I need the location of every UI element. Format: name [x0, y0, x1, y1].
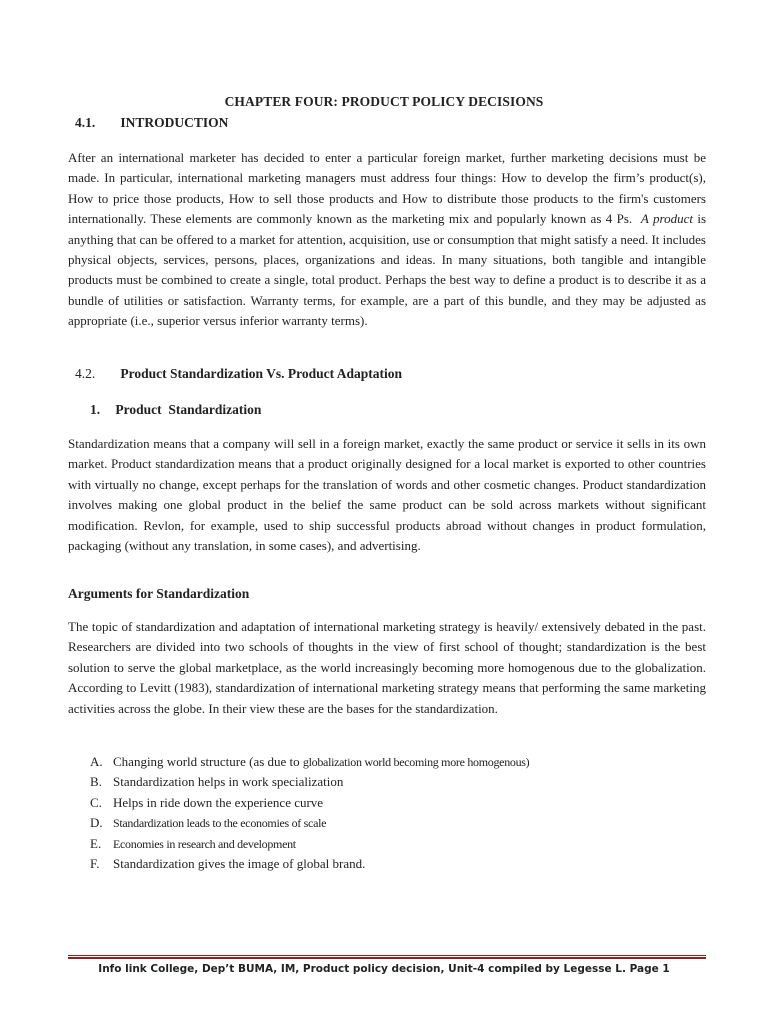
list-item: [90, 834, 690, 854]
list-item-text-condensed: globalization world becoming more homogenous): [302, 755, 530, 769]
list-item: [90, 793, 690, 813]
arguments-heading: Arguments for Standardization: [68, 586, 250, 601]
subsection-title: Product Standardization: [115, 402, 262, 417]
list-item: [90, 772, 690, 792]
section-title: Product Standardization Vs. Product Adaptation: [120, 366, 403, 381]
section-number: 4.1.: [75, 115, 96, 130]
standardization-paragraph: Standardization means that a company will sell in a foreign market, exactly the same product or service it sells in its own market. Product standardization means that a product originally designed for a local market is exported to other countries with virtually no change, except perhaps for the translation of words and other cosmetic changes. Product standardization involves making one global product in the belief the same product can be sold across markets without significant modification. Revlon, for example, used to ship successful products abroad without changes in product formulation, packaging (without any translation, in some cases), and advertising.: [68, 436, 706, 554]
list-item-text: Helps in ride down the experience curve: [113, 794, 324, 810]
subsection-number: 1.: [90, 402, 101, 417]
arguments-paragraph: The topic of standardization and adaptation of international marketing strategy is heavily/ extensively debated in the past. Researchers are divided into two schools of thoughts in the view of first school of thought; standardization is the best solution to serve the global marketplace, as the world increasingly becoming more homogenous due to the globalization. According to Levitt (1983), standardization of international marketing strategy means that performing the same marketing activities across the globe. In their view these are the bases for the standardization.: [68, 619, 706, 716]
list-marker: D.: [90, 815, 103, 831]
list-item-text: Standardization helps in work specialization: [113, 774, 344, 790]
list-marker: C.: [90, 794, 102, 810]
section-heading-introduction: [75, 115, 228, 131]
section-number: 4.2.: [75, 366, 96, 381]
subsection-heading-standardization: [90, 402, 261, 418]
standardization-bases-list: [90, 752, 690, 874]
intro-text-1: After an international marketer has decided to enter a particular foreign market, further marketing decisions must be made. In particular, international marketing managers must address four things: How to develop the firm’s product(s), How to price those products, How to sell those products and How to distribute those products to the firm's customers internationally. These elements are commonly known as the marketing mix and popularly known as 4 Ps.: [68, 150, 706, 227]
list-item: [90, 752, 690, 772]
intro-text-2: is anything that can be offered to a market for attention, acquisition, use or consumption that might satisfy a need. It includes physical objects, services, persons, places, organizations and ideas. In many situations, both tangible and intangible products must be combined to create a single, total product. Perhaps the best way to define a product is to describe it as a bundle of utilities or satisfaction. Warranty terms, for example, are a part of this bundle, and they may be adjusted as appropriate (i.e., superior versus inferior warranty terms).: [68, 211, 707, 329]
list-item-text-condensed: Economies in research and development: [113, 836, 296, 851]
section-title: INTRODUCTION: [120, 115, 229, 130]
list-item-text: Changing world structure (as due to: [113, 754, 303, 769]
list-marker: F.: [90, 856, 100, 872]
list-marker: E.: [90, 835, 102, 851]
list-item-text: Standardization gives the image of global brand.: [113, 856, 366, 872]
section-heading-4-2: [75, 366, 402, 382]
list-marker: A.: [90, 754, 103, 769]
intro-emphasis: A product: [640, 211, 693, 227]
list-item-text-condensed: Standardization leads to the economies of scale: [113, 816, 327, 831]
list-item: [90, 854, 690, 874]
intro-paragraph: [68, 148, 706, 332]
list-item: [90, 813, 690, 833]
list-marker: B.: [90, 774, 102, 790]
footer-divider-thin: [68, 958, 706, 959]
chapter-title: CHAPTER FOUR: PRODUCT POLICY DECISIONS: [224, 94, 544, 109]
page-footer: Info link College, Dep’t BUMA, IM, Product policy decision, Unit-4 compiled by Legesse L. Page 1: [98, 963, 670, 975]
